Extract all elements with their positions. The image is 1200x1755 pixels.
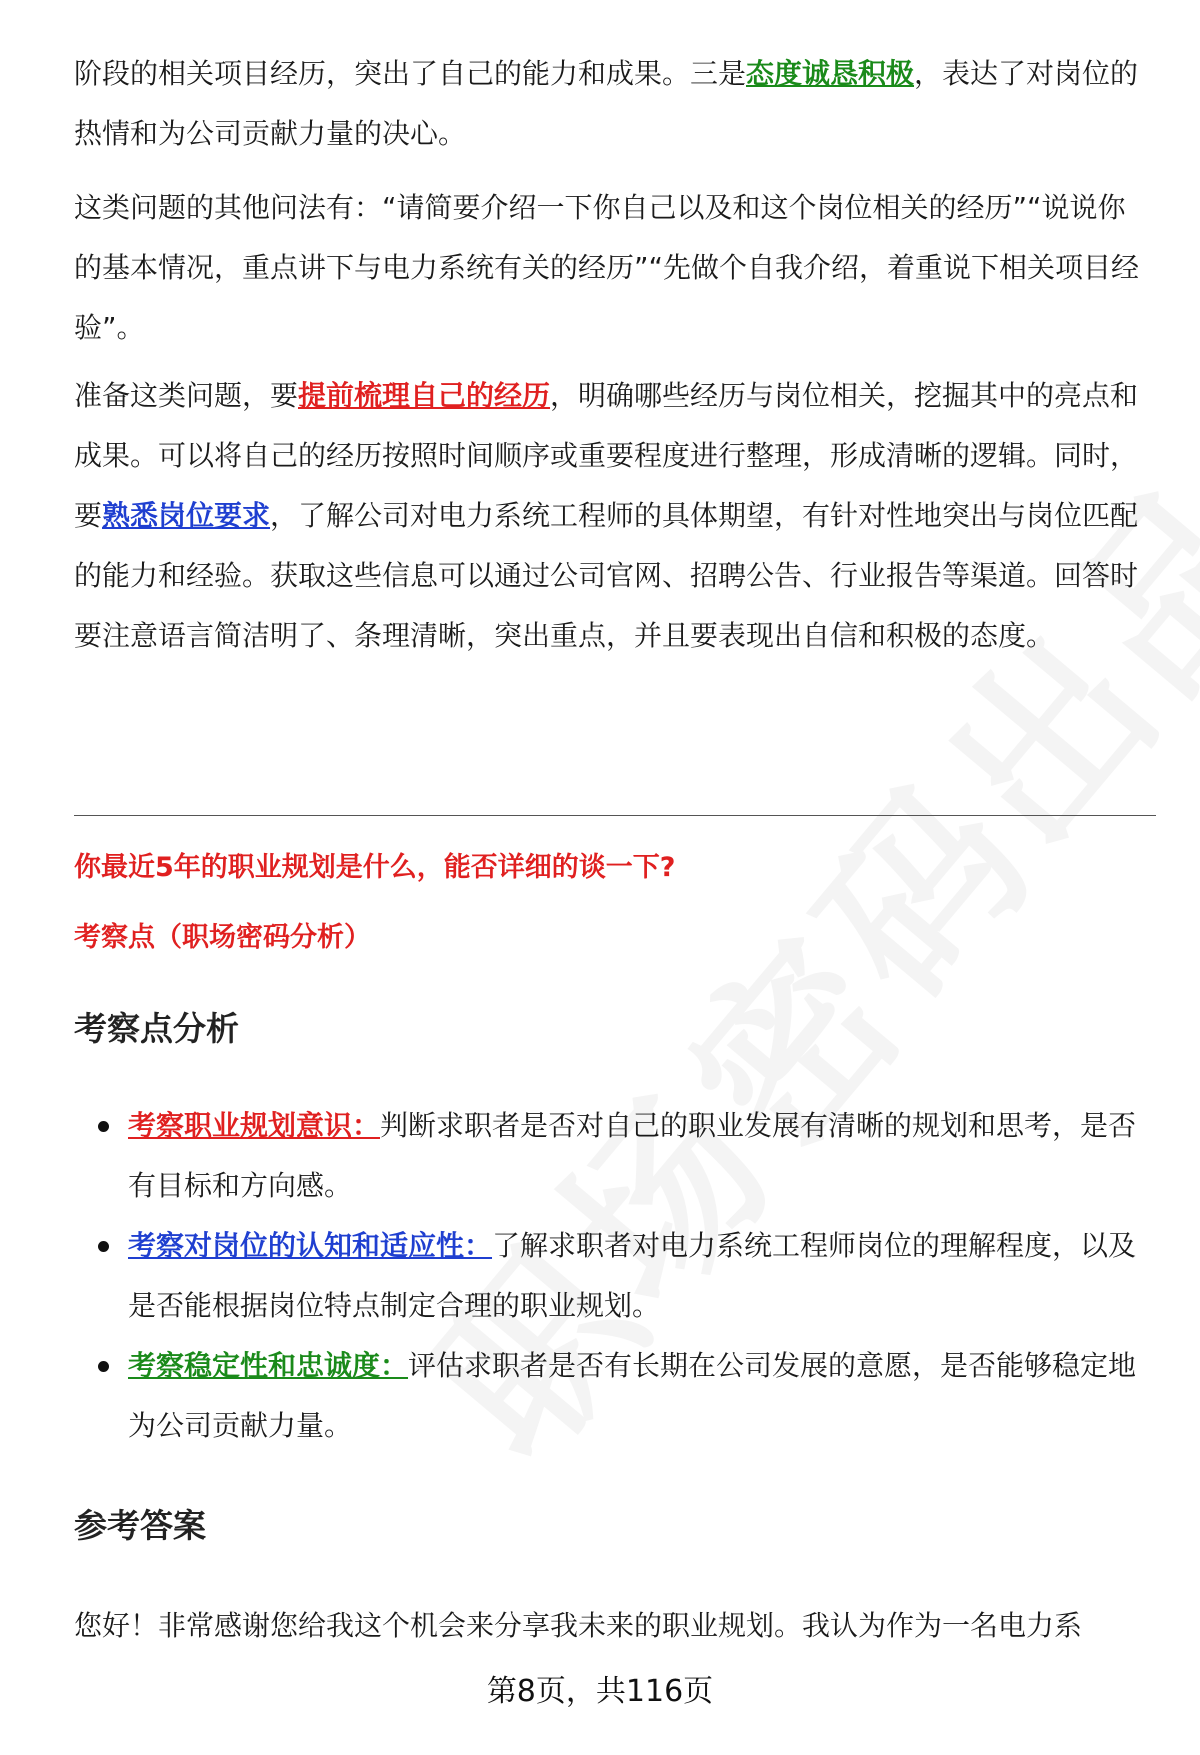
bullet-label: 考察对岗位的认知和适应性： (128, 1229, 493, 1262)
bullet-dot (98, 1361, 109, 1372)
analysis-list (74, 1096, 1154, 1456)
bullet-text: 判断求职者是否对自己的职业发展有清晰的规划和思考，是否有目标和方向感。 (128, 1109, 1137, 1202)
list-item (74, 1336, 1154, 1456)
list-item (74, 1216, 1154, 1336)
bullet-dot (98, 1241, 109, 1252)
paragraph-text: 阶段的相关项目经历，突出了自己的能力和成果。三是 (74, 57, 747, 90)
section-divider (74, 815, 1156, 816)
paragraph-alternatives: 这类问题的其他问法有：“请简要介绍一下你自己以及和这个岗位相关的经历”“说说你的基本情况，重点讲下与电力系统有关的经历”“先做个自我介绍，着重说下相关项目经验”。 (74, 191, 1140, 344)
paragraph-text: 准备这类问题，要 (74, 379, 299, 412)
exam-point-label: 考察点（职场密码分析） (74, 922, 371, 953)
paragraph-attitude (74, 44, 1152, 164)
highlight-review-experience: 提前梳理自己的经历 (298, 379, 551, 412)
analysis-heading: 考察点分析 (74, 1009, 239, 1048)
answer-text: 您好！非常感谢您给我这个机会来分享我未来的职业规划。我认为作为一名电力系 (74, 1609, 1083, 1642)
paragraph-text: ，表达了对岗位的热情和为公司贡献力量的决心。 (74, 57, 1139, 150)
highlight-job-requirements: 熟悉岗位要求 (102, 499, 271, 532)
interview-question: 你最近5年的职业规划是什么，能否详细的谈一下? (74, 852, 676, 883)
answer-heading: 参考答案 (74, 1506, 206, 1545)
bullet-dot (98, 1121, 109, 1132)
paragraph-preparation (74, 366, 1152, 666)
bullet-text: 评估求职者是否有长期在公司发展的意愿，是否能够稳定地为公司贡献力量。 (128, 1349, 1137, 1442)
highlight-attitude: 态度诚恳积极 (746, 57, 915, 90)
list-item (74, 1096, 1154, 1216)
bullet-label: 考察稳定性和忠诚度： (128, 1349, 409, 1382)
paragraph-text: ，明确哪些经历与岗位相关，挖掘其中的亮点和成果。可以将自己的经历按照时间顺序或重要程度进行整理，形成清晰的逻辑。同时，要 (74, 379, 1139, 532)
paragraph-text: ，了解公司对电力系统工程师的具体期望，有针对性地突出与岗位匹配的能力和经验。获取这些信息可以通过公司官网、招聘公告、行业报告等渠道。回答时要注意语言简洁明了、条理清晰，突出重点，并且要表现出自信和积极的态度。 (74, 499, 1139, 652)
bullet-text: 了解求职者对电力系统工程师岗位的理解程度，以及是否能根据岗位特点制定合理的职业规划。 (128, 1229, 1137, 1322)
bullet-label: 考察职业规划意识： (128, 1109, 381, 1142)
page-footer: 第8页，共116页 (486, 1674, 714, 1709)
